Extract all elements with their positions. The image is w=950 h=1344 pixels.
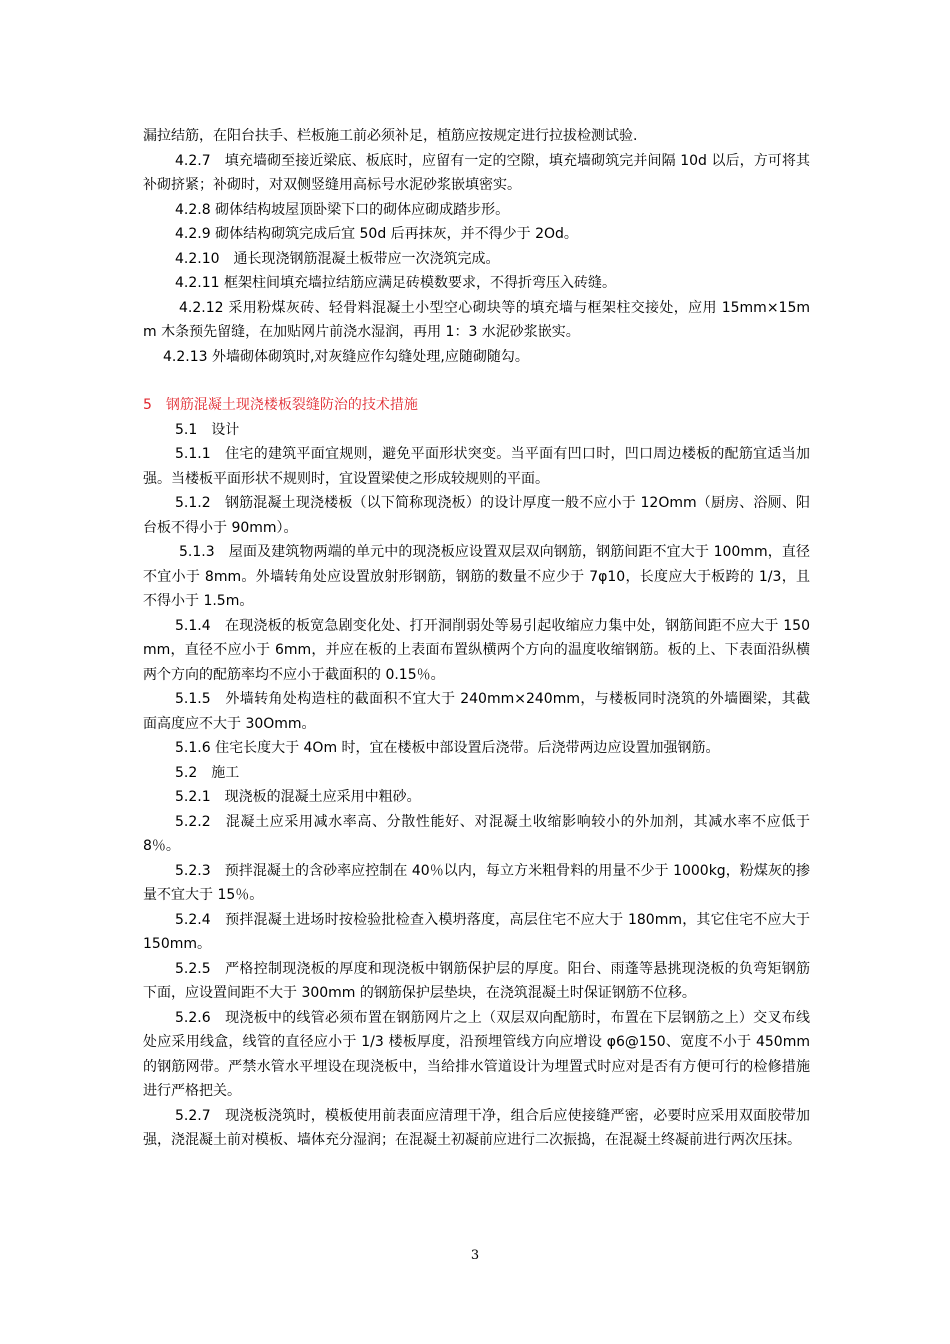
page-content	[143, 124, 810, 1153]
paragraph-continuation: 漏拉结筋，在阳台扶手、栏板施工前必须补足，植筋应按规定进行拉拔检测试验.	[143, 128, 638, 144]
section-gap	[143, 369, 810, 393]
clause-4-2-13: 4.2.13 外墙砌体砌筑时,对灰缝应作勾缝处理,应随砌随勾。	[163, 348, 529, 365]
clause-4-2-12: 4.2.12 采用粉煤灰砖、轻骨料混凝土小型空心砌块等的填充墙与框架柱交接处，应用 15mm×15mm 木条预先留缝，在加贴网片前浇水湿润，再用 1：3 水泥砂浆嵌实。	[143, 299, 810, 340]
clause-4-2-7: 4.2.7 填充墙砌至接近梁底、板底时，应留有一定的空隙，填充墙砌筑完并间隔 10d 以后，方可将其补砌挤紧；补砌时，对双侧竖缝用高标号水泥砂浆嵌填密实。	[143, 152, 810, 193]
clause-4-2-10: 4.2.10 通长现浇钢筋混凝土板带应一次浇筑完成。	[175, 250, 500, 267]
subsection-5-2: 5.2 施工	[175, 764, 240, 781]
clause-5-2-7: 5.2.7 现浇板浇筑时，模板使用前表面应清理干净，组合后应使接缝严密，必要时应采用双面胶带加强，浇混凝土前对模板、墙体充分湿润；在混凝土初凝前应进行二次振捣，在混凝土终凝前进行两次压抹。	[143, 1107, 810, 1148]
clause-5-1-1: 5.1.1 住宅的建筑平面宜规则，避免平面形状突变。当平面有凹口时，凹口周边楼板的配筋宜适当加强。当楼板平面形状不规则时，宜设置梁使之形成较规则的平面。	[143, 446, 810, 487]
subsection-5-1: 5.1 设计	[175, 421, 240, 438]
clause-4-2-9: 4.2.9 砌体结构砌筑完成后宜 50d 后再抹灰，并不得少于 2Od。	[175, 226, 578, 242]
clause-5-1-4: 5.1.4 在现浇板的板宽急剧变化处、打开洞削弱处等易引起收缩应力集中处，钢筋间距不应大于 150mm，直径不应小于 6mm，并应在板的上表面布置纵横两个方向的温度收缩钢筋。板的上、下表面沿纵横两个方向的配筋率均不应小于截面积的 0.15％。	[143, 617, 810, 683]
clause-5-2-3: 5.2.3 预拌混凝土的含砂率应控制在 40％以内，每立方米粗骨料的用量不少于 1000kg，粉煤灰的掺量不宜大于 15％。	[143, 862, 810, 903]
clause-5-1-5: 5.1.5 外墙转角处构造柱的截面积不宜大于 240mm×240mm，与楼板同时浇筑的外墙圈梁，其截面高度应不大于 30Omm。	[143, 691, 810, 732]
section-heading: 5 钢筋混凝土现浇楼板裂缝防治的技术措施	[143, 397, 418, 413]
page-number: 3	[470, 1248, 480, 1263]
clause-4-2-11: 4.2.11 框架柱间填充墙拉结筋应满足砖模数要求，不得折弯压入砖缝。	[175, 275, 616, 291]
clause-5-2-2: 5.2.2 混凝土应采用减水率高、分散性能好、对混凝土收缩影响较小的外加剂，其减水率不应低于 8％。	[143, 813, 810, 854]
clause-4-2-8: 4.2.8 砌体结构坡屋顶卧梁下口的砌体应砌成踏步形。	[175, 201, 510, 218]
clause-5-2-6: 5.2.6 现浇板中的线管必须布置在钢筋网片之上（双层双向配筋时，布置在下层钢筋之上）交叉布线处应采用线盒，线管的直径应小于 1/3 楼板厚度，沿预埋管线方向应增设 φ6@150、宽度不小于 450mm 的钢筋网带。严禁水管水平埋设在现浇板中，当给排水管道设计为埋置式时应对是否有方便可行的检修措施进行严格把关。	[143, 1009, 810, 1099]
clause-5-2-1: 5.2.1 现浇板的混凝土应采用中粗砂。	[175, 789, 421, 805]
clause-5-1-3: 5.1.3 屋面及建筑物两端的单元中的现浇板应设置双层双向钢筋，钢筋间距不宜大于 100mm，直径不宜小于 8mm。外墙转角处应设置放射形钢筋，钢筋的数量不应少于 7φ10，长度应大于板跨的 1/3，且不得小于 1.5m。	[143, 544, 810, 609]
clause-5-1-6: 5.1.6 住宅长度大于 4Om 时，宜在楼板中部设置后浇带。后浇带两边应设置加强钢筋。	[175, 740, 720, 756]
clause-5-2-5: 5.2.5 严格控制现浇板的厚度和现浇板中钢筋保护层的厚度。阳台、雨蓬等悬挑现浇板的负弯矩钢筋下面，应设置间距不大于 300mm 的钢筋保护层垫块，在浇筑混凝土时保证钢筋不位移。	[143, 960, 810, 1001]
clause-5-2-4: 5.2.4 预拌混凝土进场时按检验批检查入模坍落度，高层住宅不应大于 180mm，其它住宅不应大于 150mm。	[143, 911, 810, 952]
clause-5-1-2: 5.1.2 钢筋混凝土现浇楼板（以下简称现浇板）的设计厚度一般不应小于 12Omm（厨房、浴厕、阳台板不得小于 90mm）。	[143, 495, 810, 536]
